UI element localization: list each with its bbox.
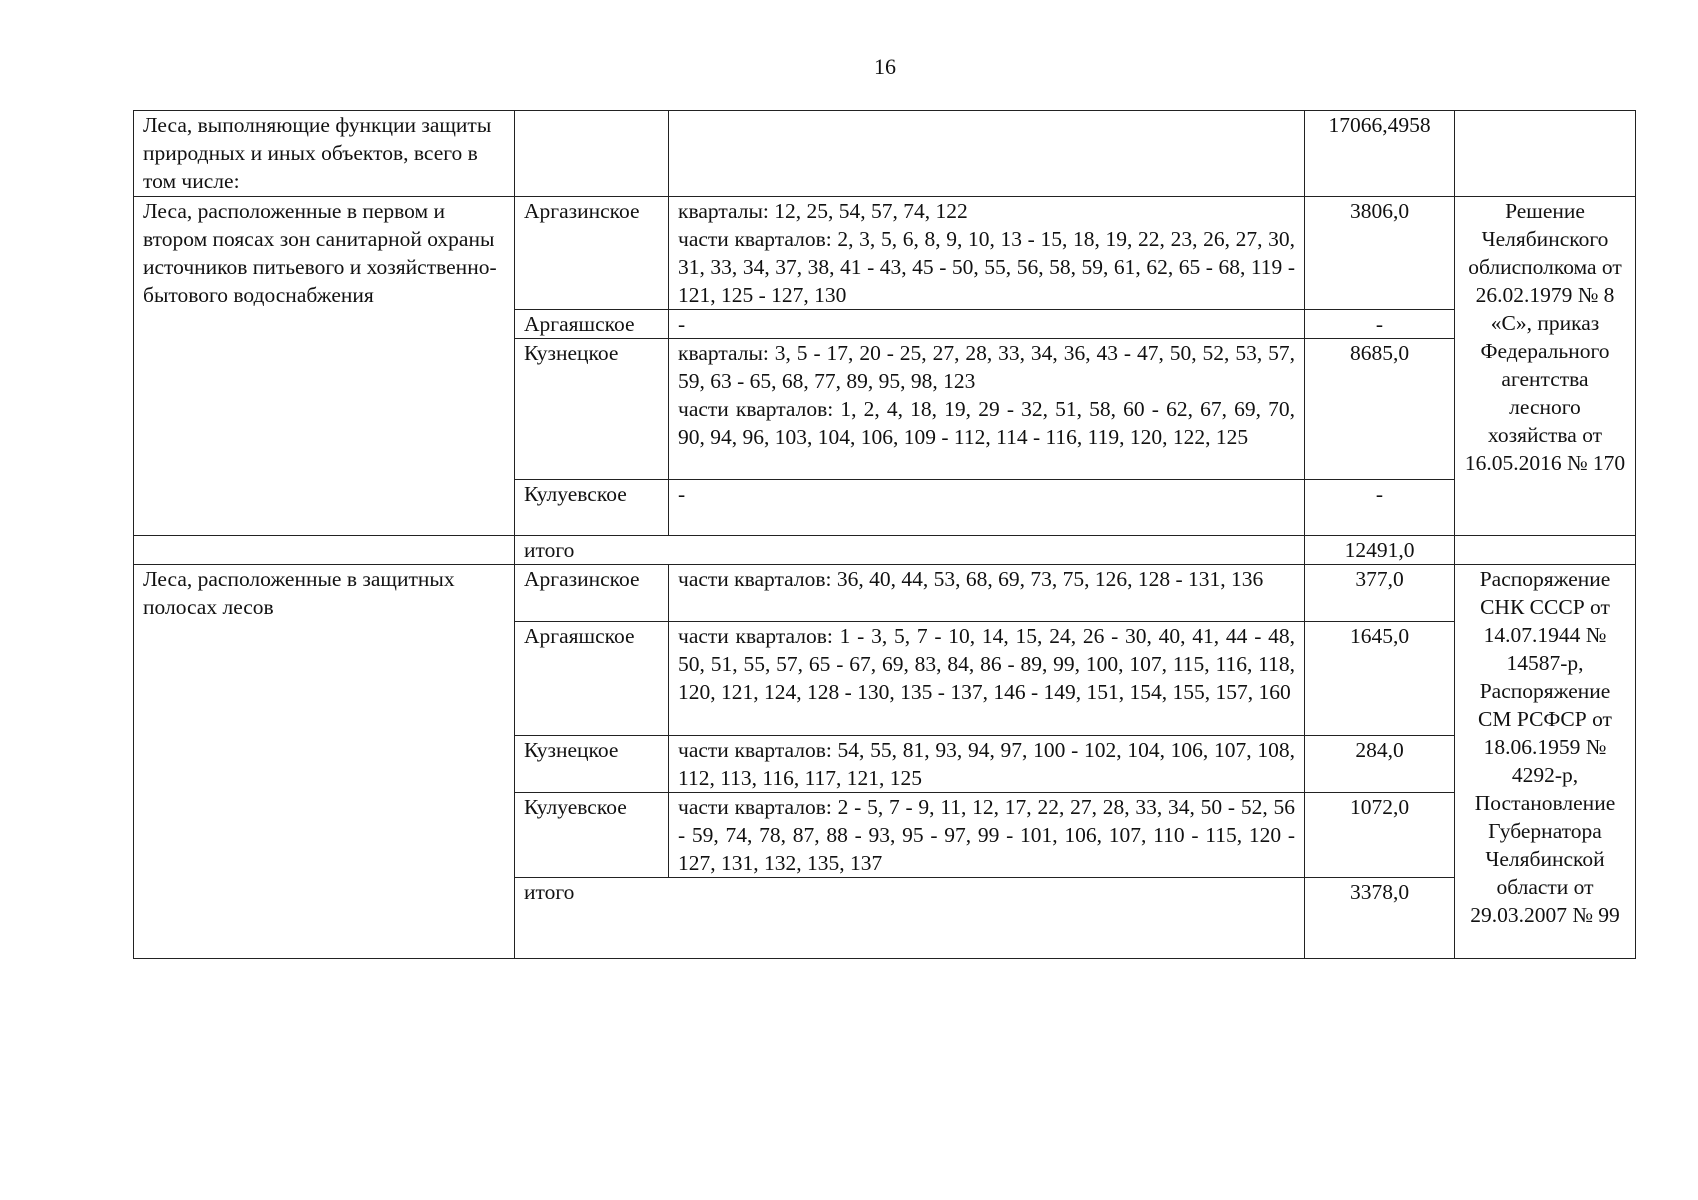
quarters-cell: части кварталов: 2 - 5, 7 - 9, 11, 12, 17, 22, 27, 28, 33, 34, 50 - 52, 56 - 59, 74, 78, 87, 88 - 93, 95 - 97, 99 - 101, 106, 107, 110 - 115, 120 - 127, 131, 132, 135, 137 <box>669 793 1305 878</box>
quarters-cell: - <box>669 480 1305 536</box>
quarters-text: кварталы: 3, 5 - 17, 20 - 25, 27, 28, 33, 34, 36, 43 - 47, 50, 52, 53, 57, 59, 63 - 65, 68, 77, 89, 95, 98, 123 <box>678 341 1295 393</box>
total-label: итого <box>515 878 1305 959</box>
forestry-cell: Аргазинское <box>515 197 669 310</box>
forestry-cell: Кузнецкое <box>515 736 669 793</box>
basis-cell: Распоряжение СНК СССР от 14.07.1944 № 14587-р, Распоряжение СМ РСФСР от 18.06.1959 № 4292-р, Постановление Губернатора Челябинской области от 29.03.2007 № 99 <box>1455 565 1636 959</box>
quarters-cell: - <box>669 310 1305 339</box>
table-row <box>134 565 1636 622</box>
quarters-parts-text: части кварталов: 2, 3, 5, 6, 8, 9, 10, 13 - 15, 18, 19, 22, 23, 26, 27, 30, 31, 33, 34, 37, 38, 41 - 43, 45 - 50, 55, 56, 58, 59, 61, 62, 65 - 68, 119 - 121, 125 - 127, 130 <box>678 227 1295 307</box>
forestry-cell: Аргаяшское <box>515 622 669 736</box>
forest-table <box>133 110 1636 959</box>
basis-cell: Решение Челябинского облисполкома от 26.02.1979 № 8 «С», приказ Федерального агентства лесного хозяйства от 16.05.2016 № 170 <box>1455 197 1636 536</box>
area-cell: 284,0 <box>1305 736 1455 793</box>
table-row-subtotal <box>134 536 1636 565</box>
forestry-cell: Кузнецкое <box>515 339 669 480</box>
total-label: итого <box>515 536 1305 565</box>
category-cell: Леса, расположенные в защитных полосах лесов <box>134 565 515 959</box>
forestry-cell <box>515 111 669 197</box>
area-cell: 1645,0 <box>1305 622 1455 736</box>
quarters-cell: части кварталов: 36, 40, 44, 53, 68, 69, 73, 75, 126, 128 - 131, 136 <box>669 565 1305 622</box>
category-cell: Леса, расположенные в первом и втором поясах зон санитарной охраны источников питьевого и хозяйственно-бытового водоснабжения <box>134 197 515 536</box>
area-cell: - <box>1305 310 1455 339</box>
category-cell: Леса, выполняющие функции защиты природных и иных объектов, всего в том числе: <box>134 111 515 197</box>
area-cell: 3806,0 <box>1305 197 1455 310</box>
category-cell <box>134 536 515 565</box>
quarters-cell <box>669 197 1305 310</box>
quarters-cell <box>669 111 1305 197</box>
table-row <box>134 197 1636 310</box>
forestry-cell: Аргазинское <box>515 565 669 622</box>
area-cell: 8685,0 <box>1305 339 1455 480</box>
quarters-parts-text: части кварталов: 1, 2, 4, 18, 19, 29 - 32, 51, 58, 60 - 62, 67, 69, 70, 90, 94, 96, 103, 104, 106, 109 - 112, 114 - 116, 119, 120, 122, 125 <box>678 397 1295 449</box>
forestry-cell: Аргаяшское <box>515 310 669 339</box>
basis-cell <box>1455 111 1636 197</box>
total-area: 3378,0 <box>1305 878 1455 959</box>
quarters-cell: части кварталов: 54, 55, 81, 93, 94, 97, 100 - 102, 104, 106, 107, 108, 112, 113, 116, 117, 121, 125 <box>669 736 1305 793</box>
quarters-text: кварталы: 12, 25, 54, 57, 74, 122 <box>678 199 968 223</box>
area-cell: 377,0 <box>1305 565 1455 622</box>
area-cell: 17066,4958 <box>1305 111 1455 197</box>
table-row-total-protective <box>134 111 1636 197</box>
area-cell: 1072,0 <box>1305 793 1455 878</box>
area-cell: - <box>1305 480 1455 536</box>
total-area: 12491,0 <box>1305 536 1455 565</box>
forestry-cell: Кулуевское <box>515 480 669 536</box>
quarters-cell <box>669 339 1305 480</box>
page-number: 16 <box>874 54 896 79</box>
basis-cell <box>1455 536 1636 565</box>
forestry-cell: Кулуевское <box>515 793 669 878</box>
quarters-cell: части кварталов: 1 - 3, 5, 7 - 10, 14, 15, 24, 26 - 30, 40, 41, 44 - 48, 50, 51, 55, 57, 65 - 67, 69, 83, 84, 86 - 89, 99, 100, 107, 115, 116, 118, 120, 121, 124, 128 - 130, 135 - 137, 146 - 149, 151, 154, 155, 157, 160 <box>669 622 1305 736</box>
